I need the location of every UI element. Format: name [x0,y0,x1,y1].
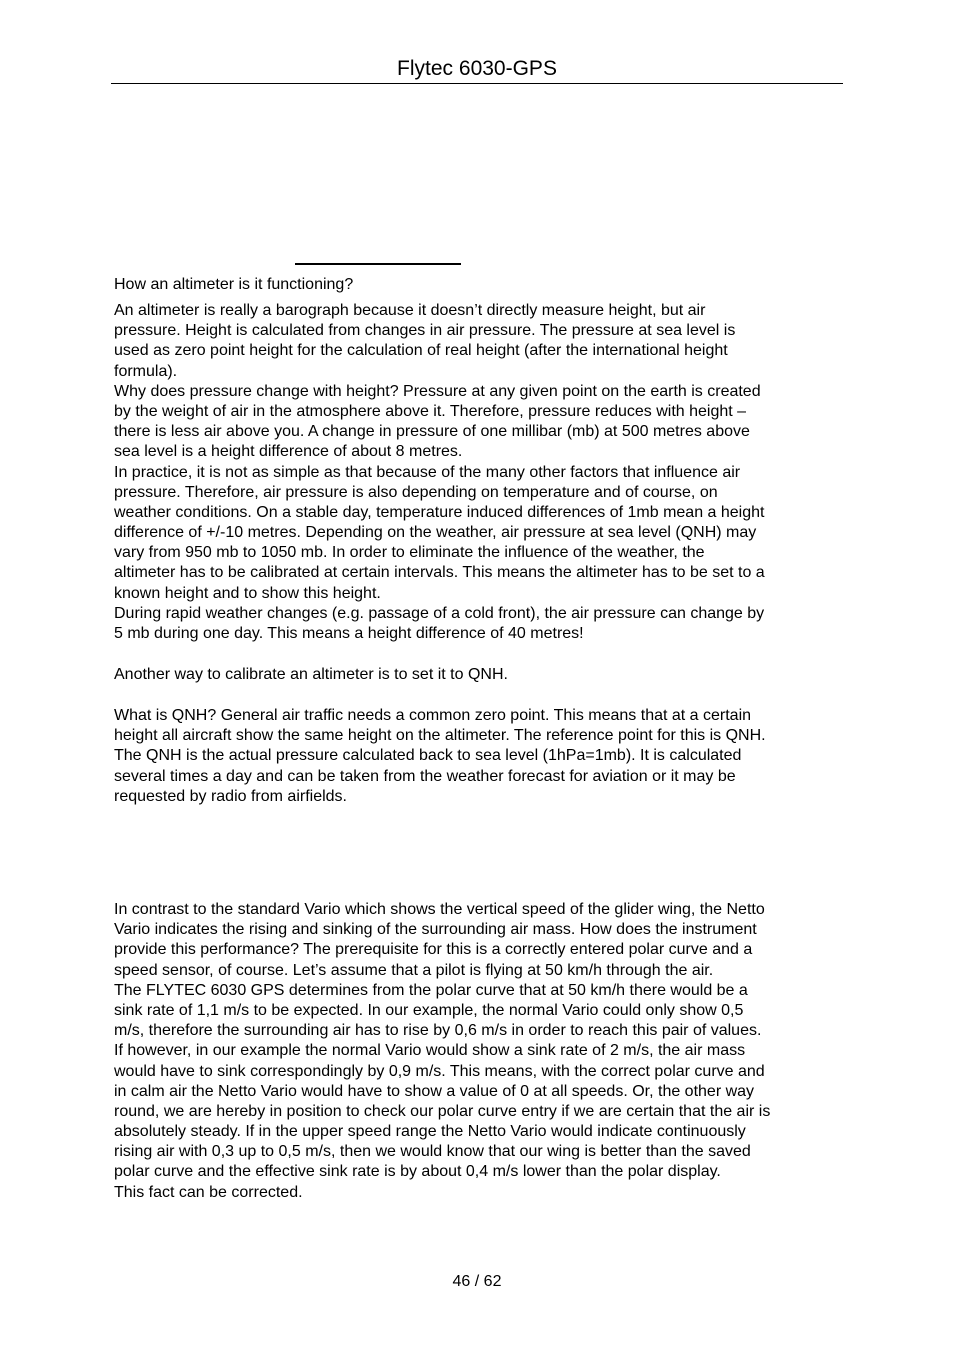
text-line: pressure. Therefore, air pressure is also depending on temperature and of course, on [114,483,718,501]
text-line: In practice, it is not as simple as that because of the many other factors that influence air [114,463,741,481]
text-line: polar curve and the effective sink rate is by about 0,4 m/s lower than the polar display. [114,1163,721,1181]
text-line: height all aircraft show the same height on the altimeter. The reference point for this is QNH. [114,727,766,745]
text-line: What is QNH? General air traffic needs a common zero point. This means that at a certain [114,707,752,724]
text-line: Why does pressure change with height? Pressure at any given point on the earth is created [114,382,761,400]
text-line: several times a day and can be taken from the weather forecast for aviation or it may be [114,767,736,785]
text-line: would have to sink correspondingly by 0,9 m/s. This means, with the correct polar curve and [114,1062,765,1080]
qnh-intro: Another way to calibrate an altimeter is to set it to QNH. [114,666,508,683]
text-line: used as zero point height for the calculation of real height (after the international height [114,342,728,360]
text-line: difference of +/-10 metres. Depending on the weather, air pressure at sea level (QNH) may [114,524,757,542]
text-line: formula). [114,362,178,380]
text-line: In contrast to the standard Vario which shows the vertical speed of the glider wing, the Netto [114,901,765,918]
text-line: absolutely steady. If in the upper speed range the Netto Vario would indicate continuously [114,1123,746,1141]
qnh-body [114,706,854,807]
page-number: 46 / 62 [452,1273,502,1290]
text-line: During rapid weather changes (e.g. passage of a cold front), the air pressure can change by [114,604,765,622]
text-line: requested by radio from airfields. [114,787,347,805]
page-header-title: Flytec 6030-GPS [397,57,557,80]
text-line: provide this performance? The prerequisite for this is a correctly entered polar curve and a [114,941,753,959]
text-line: in calm air the Netto Vario would have to show a value of 0 at all speeds. Or, the other way [114,1082,755,1100]
text-line: there is less air above you. A change in pressure of one millibar (mb) at 500 metres above [114,423,750,441]
text-line: An altimeter is really a barograph because it doesn’t directly measure height, but air [114,302,706,319]
text-line: round, we are hereby in position to check our polar curve entry if we are certain that the air is [114,1102,771,1120]
text-line: sea level is a height difference of about 8 metres. [114,443,463,461]
netto-vario-body [114,900,854,1203]
altimeter-body [114,301,854,644]
text-line: sink rate of 1,1 m/s to be expected. In our example, the normal Vario could only show 0,5 [114,1001,744,1019]
section-divider [295,263,461,265]
text-line: Vario indicates the rising and sinking of the surrounding air mass. How does the instrument [114,921,757,939]
text-line: altimeter has to be calibrated at certain intervals. This means the altimeter has to be set to a [114,564,765,582]
text-line: m/s, therefore the surrounding air has to rise by 0,6 m/s in order to reach this pair of values. [114,1022,762,1040]
text-line: speed sensor, of course. Let’s assume that a pilot is flying at 50 km/h through the air. [114,961,714,979]
text-line: The FLYTEC 6030 GPS determines from the polar curve that at 50 km/h there would be a [114,981,748,999]
altimeter-heading: How an altimeter is it functioning? [114,276,354,293]
text-line: vary from 950 mb to 1050 mb. In order to eliminate the influence of the weather, the [114,544,705,562]
header-divider [111,83,843,84]
text-line: pressure. Height is calculated from changes in air pressure. The pressure at sea level is [114,322,736,340]
text-line: This fact can be corrected. [114,1183,303,1201]
text-line: by the weight of air in the atmosphere above it. Therefore, pressure reduces with height – [114,402,747,420]
text-line: The QNH is the actual pressure calculated back to sea level (1hPa=1mb). It is calculated [114,747,742,765]
text-line: 5 mb during one day. This means a height difference of 40 metres! [114,625,584,642]
text-line: If however, in our example the normal Vario would show a sink rate of 2 m/s, the air mass [114,1042,746,1060]
text-line: rising air with 0,3 up to 0,5 m/s, then we would know that our wing is better than the saved [114,1143,751,1161]
text-line: known height and to show this height. [114,584,381,602]
text-line: weather conditions. On a stable day, temperature induced differences of 1mb mean a height [114,503,765,521]
